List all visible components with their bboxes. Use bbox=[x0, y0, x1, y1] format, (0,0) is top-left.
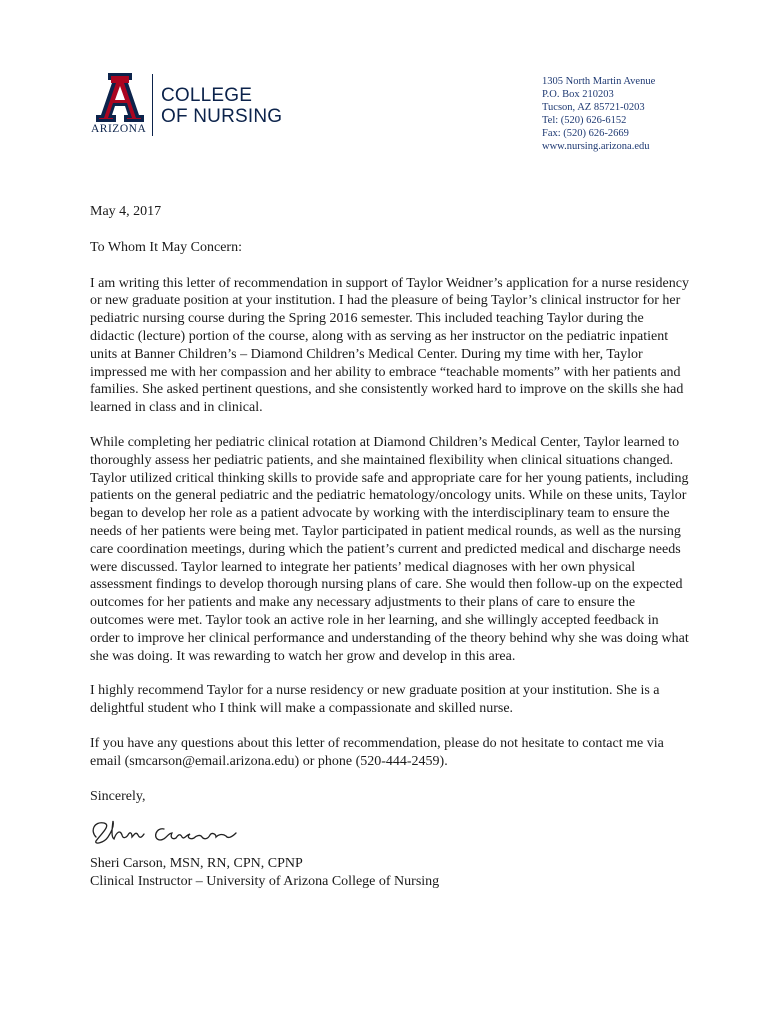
logo-college-line: COLLEGE bbox=[161, 85, 253, 106]
signer-name: Sheri Carson, MSN, RN, CPN, CPNP bbox=[90, 856, 303, 872]
letterhead-address bbox=[542, 75, 655, 153]
address-website[interactable]: www.nursing.arizona.edu bbox=[542, 141, 650, 152]
letter-date: May 4, 2017 bbox=[90, 204, 162, 219]
university-a-logo-icon bbox=[92, 72, 148, 122]
address-city: Tucson, AZ 85721-0203 bbox=[542, 102, 645, 113]
paragraph-contact: If you have any questions about this letter of recommendation, please do not hesitate to contact me via email (smcarson@email.arizona.edu) or phone (520-444-2459). bbox=[90, 735, 664, 769]
letter-closing: Sincerely, bbox=[90, 788, 146, 804]
address-po-box: P.O. Box 210203 bbox=[542, 89, 614, 100]
paragraph-recommendation: I highly recommend Taylor for a nurse residency or new graduate position at your institution. She is a delightful student who I think will make a compassionate and skilled nurse. bbox=[90, 683, 660, 717]
arizona-wordmark: ARIZONA bbox=[91, 123, 147, 135]
paragraph-clinical-rotation: While completing her pediatric clinical rotation at Diamond Children’s Medical Center, Taylor learned to thoroughly assess her pediatric patients, and she maintained flexibility when clinical situations changed. Taylor utilized critical thinking skills to provide safe and appropriate care for her young patients, including patients on the general pediatric and the pediatric hematology/oncology units. While on these units, Taylor began to develop her role as a patient advocate by working with the interdisciplinary team to ensure the needs of her patients were being met. Taylor participated in patient medical rounds, as well as the nursing care coordination meetings, during which the patient’s current and predicted medical and discharge needs were discussed. Taylor learned to integrate her patients’ medical diagnoses with her own physical assessment findings to develop thorough nursing plans of care. She would then follow-up on the expected outcomes for her patients and make any necessary adjustments to their plans of care to ensure the outcomes were met. Taylor took an active role in her learning, and she willingly accepted feedback in order to improve her clinical performance and understanding of the theory behind why she was doing what she was doing. It was rewarding to watch her grow and develop in this area. bbox=[90, 434, 689, 664]
address-street: 1305 North Martin Avenue bbox=[542, 76, 656, 87]
address-fax: Fax: (520) 626-2669 bbox=[542, 128, 629, 139]
handwritten-signature bbox=[86, 809, 246, 849]
college-logo bbox=[90, 72, 290, 142]
logo-nursing-line: OF NURSING bbox=[161, 106, 283, 127]
letter-salutation: To Whom It May Concern: bbox=[90, 239, 242, 255]
letter-body bbox=[90, 203, 690, 891]
signer-title: Clinical Instructor – University of Arizona College of Nursing bbox=[90, 873, 440, 889]
address-tel: Tel: (520) 626-6152 bbox=[542, 115, 627, 126]
logo-divider bbox=[152, 74, 153, 136]
paragraph-introduction: I am writing this letter of recommendation in support of Taylor Weidner’s application for a nurse residency or new graduate position at your institution. I had the pleasure of being Taylor’s clinical instructor for her pediatric nursing course during the Spring 2016 semester. This included teaching Taylor during the didactic (lecture) portion of the course, along with as serving as her instructor on the pediatric inpatient units at Banner Children’s – Diamond Children’s Medical Center. During my time with her, Taylor impressed me with her compassion and her ability to embrace “teachable moments” with her patients and families. She asked pertinent questions, and she consistently worked hard to improve on the skills she had learned in class and in clinical. bbox=[90, 275, 689, 416]
